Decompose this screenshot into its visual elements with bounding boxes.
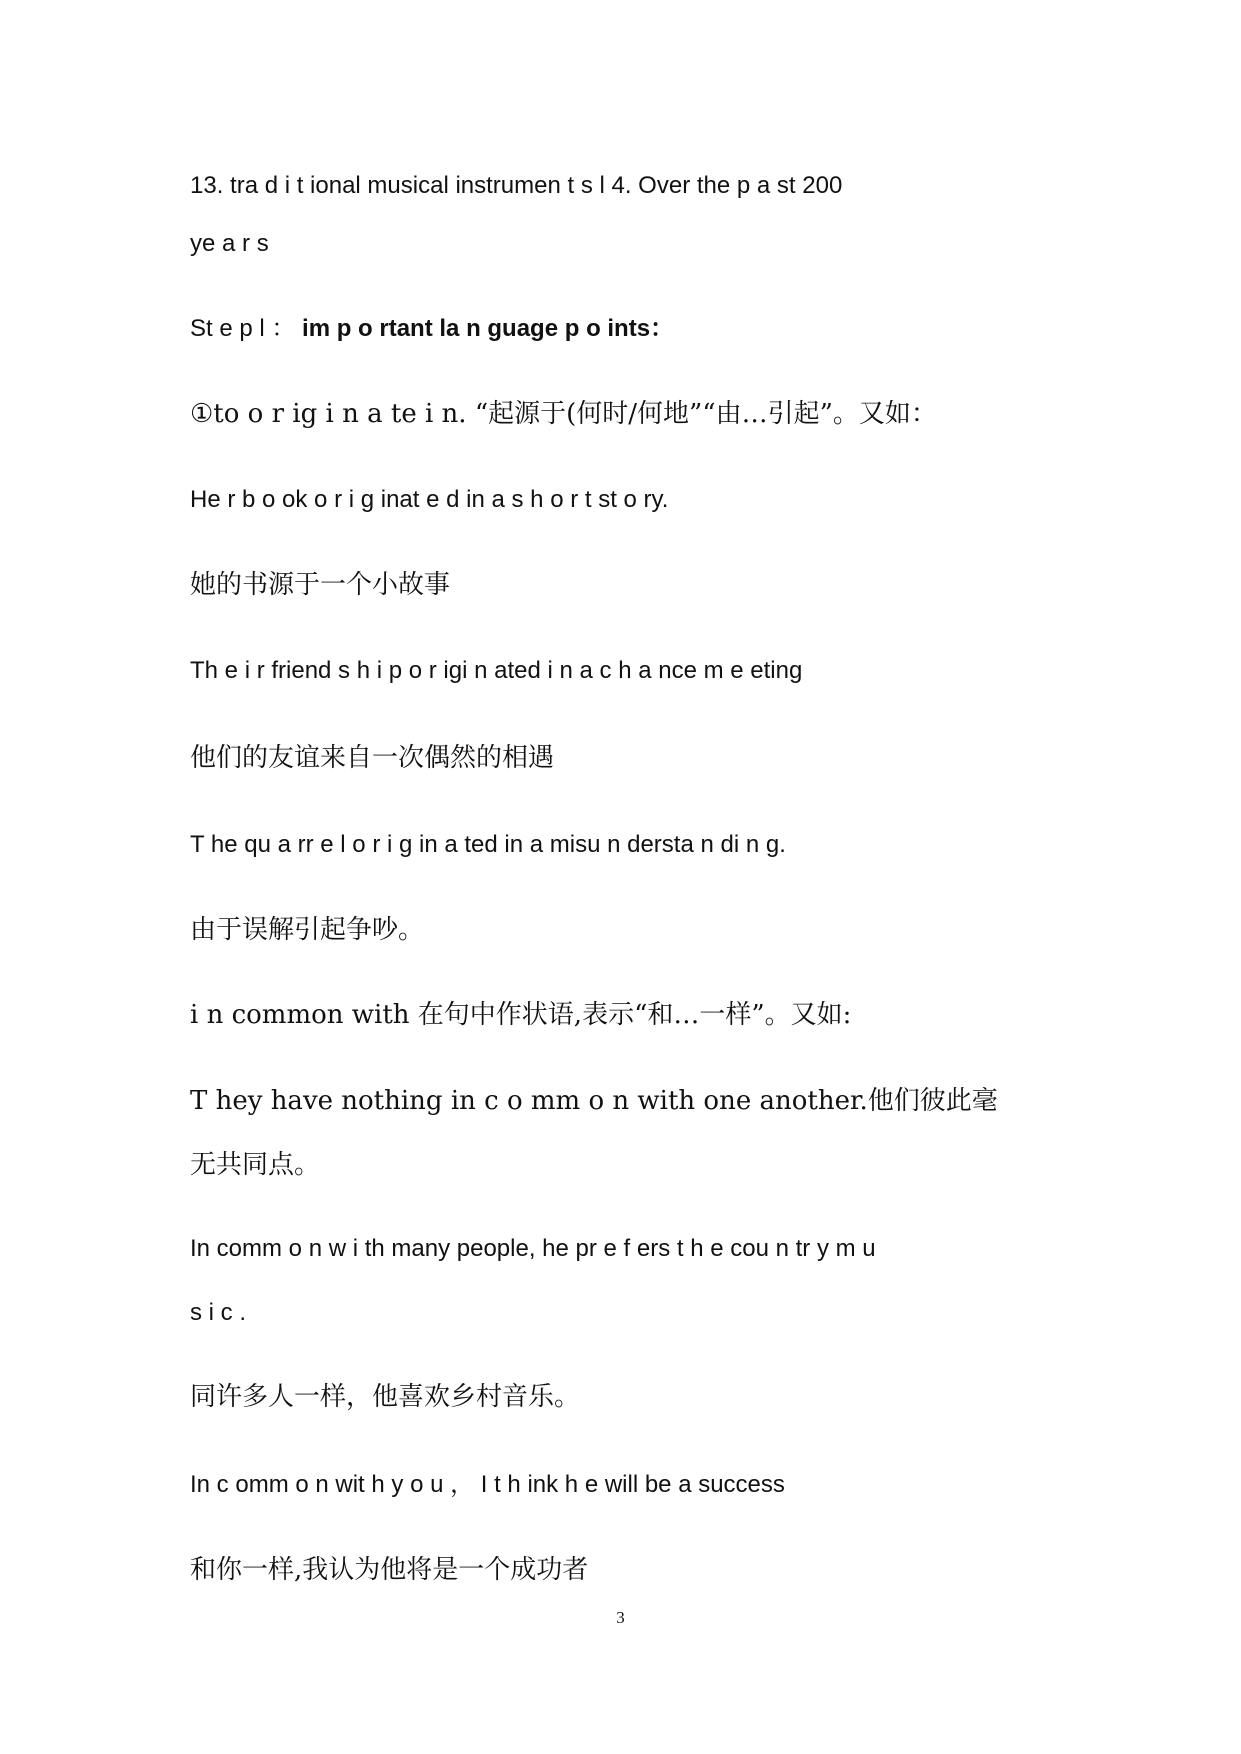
page-number: 3 — [616, 1608, 625, 1627]
text-line: 她的书源于一个小故事 — [190, 570, 451, 600]
text-line: In c omm o n wit h y o u ， I t h ink h e will be a success — [190, 1471, 785, 1498]
text-line: 由于误解引起争吵。 — [190, 915, 425, 945]
text-line: 同许多人一样，他喜欢乡村音乐。 — [190, 1382, 581, 1412]
text-line: 13. tra d i t ional musical instrumen t s l 4. Over the p a st 200 — [190, 172, 843, 199]
text-line: i n common with 在句中作状语,表示“和…一样”。又如: — [190, 1000, 852, 1030]
text-line: Th e i r friend s h i p o r igi n ated i n a c h a nce m e eting — [190, 657, 803, 684]
text-line: ①to o r ig i n a te i n. “起源于(何时/何地”“由…引起”。又如： — [190, 399, 937, 429]
heading-bold-text: im p o rtant la n guage p o ints： — [302, 315, 675, 342]
text-line: T hey have nothing in c o mm o n with one another.他们彼此毫 — [190, 1086, 998, 1116]
heading-line — [190, 314, 1070, 344]
step-label: St e p l ： — [190, 315, 303, 342]
text-line: 和你一样,我认为他将是一个成功者 — [190, 1555, 589, 1585]
text-line: In comm o n w i th many people, he pr e f ers t h e cou n tr y m u — [190, 1235, 876, 1262]
text-line: ye a r s — [190, 230, 269, 257]
text-line: He r b o ok o r i g inat e d in a s h o r t st o ry. — [190, 486, 669, 513]
text-line: 他们的友谊来自一次偶然的相遇 — [190, 743, 555, 773]
text-line: s i c . — [190, 1299, 247, 1326]
text-line: T he qu a rr e l o r i g in a ted in a misu n dersta n di n g. — [190, 831, 786, 858]
text-line: 无共同点。 — [190, 1150, 321, 1180]
